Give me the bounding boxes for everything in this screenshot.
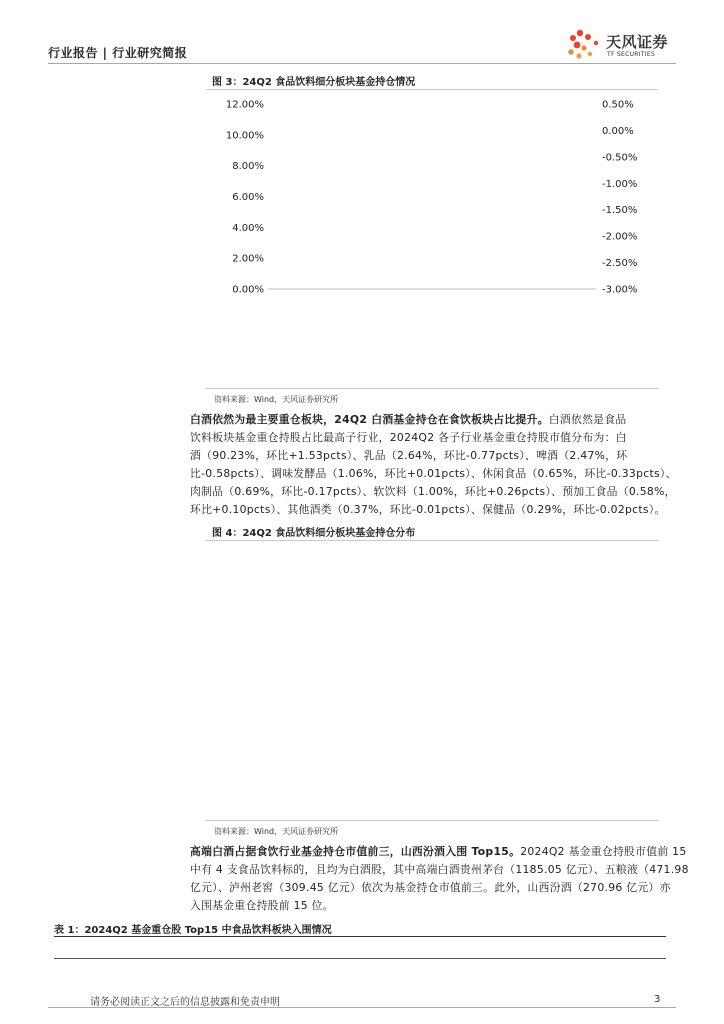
figure3-right-tick: -1.00%: [602, 178, 638, 190]
figure3-bottom-rule: [206, 388, 658, 389]
table1-title: 表 1：2024Q2 基金重仓股 Top15 中食品饮料板块入围情况: [54, 925, 332, 936]
tf-logo-icon: [566, 28, 606, 62]
figure3-right-tick: -0.50%: [602, 152, 638, 164]
table1-header-row: [54, 941, 666, 957]
paragraph-1-line: 比-0.58pcts）、调味发酵品（1.06%，环比+0.01pcts）、休闲食品（0.65%，环比-0.33pcts）、: [190, 467, 677, 480]
figure3-right-tick: 0.50%: [602, 99, 634, 111]
figure4-source: 资料来源：Wind，天风证券研究所: [214, 827, 339, 836]
figure4-top-rule: [206, 540, 658, 541]
paragraph-1-line: 环比+0.10pcts）、其他酒类（0.37%，环比-0.01pcts）、保健品（0.29%，环比-0.02pcts）。: [190, 503, 666, 516]
figure3-right-tick: 0.00%: [602, 125, 634, 137]
figure3-title: 图 3：24Q2 食品饮料细分板块基金持仓情况: [212, 77, 416, 88]
paragraph-2-line: 入围基金重仓持股前 15 位。: [190, 899, 334, 912]
figure3-right-tick: -2.00%: [602, 231, 638, 243]
paragraph-1: [190, 411, 677, 519]
figure3-left-tick: 8.00%: [232, 161, 264, 173]
paragraph-2-bold: 高端白酒占据食饮行业基金持仓市值前三，山西汾酒入围 Top15。: [190, 845, 521, 858]
table1-header-rule: [54, 958, 666, 959]
figure3-left-tick: 4.00%: [232, 222, 264, 234]
table1-top-rule: [54, 936, 666, 937]
figure3-source: 资料来源：Wind，天风证券研究所: [214, 395, 339, 404]
paragraph-1-bold: 白酒依然为最主要重仓板块，24Q2 白酒基金持仓在食饮板块占比提升。: [190, 413, 549, 426]
paragraph-1-line: 酒（90.23%，环比+1.53pcts）、乳品（2.64%，环比-0.77pcts）、啤酒（2.47%，环: [190, 449, 628, 462]
figure3-right-tick: -2.50%: [602, 258, 638, 270]
page-number: 3: [654, 994, 661, 1005]
paragraph-1-line: 肉制品（0.69%，环比-0.17pcts）、软饮料（1.00%，环比+0.26pcts）、预加工食品（0.58%，: [190, 485, 676, 498]
figure3-right-tick: -1.50%: [602, 205, 638, 217]
logo-text: 天风证券: [606, 33, 669, 51]
figure3-left-tick: 0.00%: [232, 284, 264, 296]
paragraph-2-line: 2024Q2 基金重仓持股市值前 15: [520, 845, 687, 858]
footer-disclaimer: 请务必阅读正文之后的信息披露和免责申明: [90, 997, 280, 1008]
figure3-left-tick: 12.00%: [225, 99, 264, 111]
logo-subtext: TF SECURITIES: [607, 51, 656, 58]
paragraph-2: [190, 843, 689, 915]
figure3-right-tick: -3.00%: [602, 284, 638, 296]
figure4-title: 图 4：24Q2 食品饮料细分板块基金持仓分布: [212, 528, 416, 539]
paragraph-1-line: 饮料板块基金重仓持股占比最高子行业，2024Q2 各子行业基金重仓持股市值分布为：白: [190, 431, 627, 444]
figure3-top-rule: [206, 89, 658, 90]
figure4-chart: [206, 544, 658, 816]
figure3-left-tick: 6.00%: [232, 192, 264, 203]
paragraph-1-line: 白酒依然是食品: [548, 413, 627, 426]
report-type-header: 行业报告 | 行业研究简报: [48, 46, 188, 60]
paragraph-2-line: 中有 4 支食品饮料标的，且均为白酒股，其中高端白酒贵州茅台（1185.05 亿元）、五粮液（471.98: [190, 863, 689, 876]
paragraph-2-line: 亿元）、泸州老窖（309.45 亿元）依次为基金持仓市值前三。此外，山西汾酒（270.96 亿元）亦: [190, 881, 671, 894]
figure3-chart: [206, 92, 658, 384]
figure3-left-tick: 10.00%: [225, 130, 264, 142]
figure3-left-tick: 2.00%: [232, 253, 264, 265]
header-rule: [48, 63, 676, 64]
figure4-bottom-rule: [206, 820, 658, 821]
